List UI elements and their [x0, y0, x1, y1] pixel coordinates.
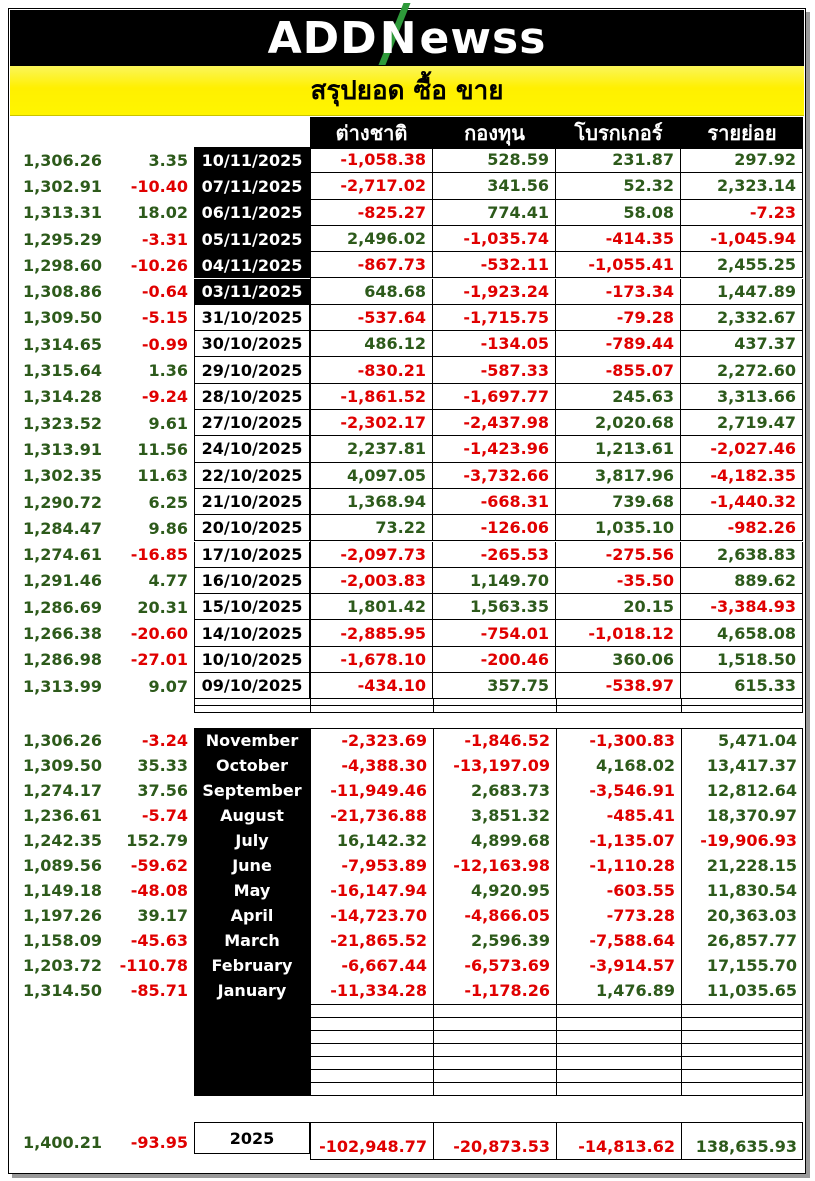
set-index-value: 1,323.52	[23, 413, 102, 433]
brand-logo	[268, 13, 547, 64]
broker-value: -603.55	[606, 881, 675, 900]
date-cell: 21/10/2025	[194, 489, 310, 515]
index-change-value: 9.86	[148, 518, 188, 538]
fund-value: 3,851.32	[471, 806, 550, 825]
fund-value: -2,437.98	[433, 410, 556, 436]
retail-value: -2,027.46	[681, 436, 803, 462]
retail-value: -4,182.35	[681, 463, 803, 489]
table-row	[0, 147, 815, 173]
month-label: January	[217, 981, 287, 1000]
index-change-value: -27.01	[130, 650, 188, 670]
index-change-value: -9.24	[141, 387, 188, 407]
broker-value: -773.28	[606, 906, 675, 925]
fund-value: -20,873.53	[453, 1137, 550, 1156]
date-cell: 31/10/2025	[194, 305, 310, 331]
foreign-value: -2,885.95	[310, 620, 433, 646]
foreign-value: -102,948.77	[319, 1137, 427, 1156]
date-cell: 29/10/2025	[194, 357, 310, 383]
broker-value: -275.56	[556, 542, 681, 568]
broker-value: 231.87	[556, 147, 681, 173]
index-change-value: -3.24	[141, 731, 188, 750]
retail-value: 297.92	[681, 147, 803, 173]
fund-value: -265.53	[433, 542, 556, 568]
index-change-value: -0.64	[141, 282, 188, 302]
fund-value: -532.11	[433, 252, 556, 278]
foreign-value: -2,003.83	[310, 568, 433, 594]
broker-value: -538.97	[556, 673, 681, 699]
broker-value: 1,476.89	[596, 981, 675, 1000]
index-change-value: 6.25	[148, 492, 188, 512]
fund-value: 1,563.35	[433, 594, 556, 620]
fund-value: 357.75	[433, 673, 556, 699]
month-label: September	[202, 781, 302, 800]
retail-value: 12,812.64	[706, 781, 797, 800]
date-cell: 05/11/2025	[194, 226, 310, 252]
index-change-value: 11.63	[137, 466, 188, 486]
broker-value: 58.08	[556, 200, 681, 226]
foreign-value: 73.22	[310, 515, 433, 541]
set-index-value: 1,314.50	[23, 981, 102, 1000]
broker-value: -3,914.57	[589, 956, 675, 975]
set-index-value: 1,306.26	[23, 731, 102, 750]
foreign-value: 4,097.05	[310, 463, 433, 489]
date-cell: 07/11/2025	[194, 173, 310, 199]
broker-value: 52.32	[556, 173, 681, 199]
index-change-value: -3.31	[141, 229, 188, 249]
fund-value: 4,920.95	[471, 881, 550, 900]
total-change-value: -93.95	[130, 1132, 188, 1152]
foreign-value: 648.68	[310, 279, 433, 305]
broker-value: 245.63	[556, 384, 681, 410]
retail-value: -3,384.93	[681, 594, 803, 620]
set-index-value: 1,089.56	[23, 856, 102, 875]
foreign-value: -537.64	[310, 305, 433, 331]
date-cell: 30/10/2025	[194, 331, 310, 357]
set-index-value: 1,286.98	[23, 650, 102, 670]
set-index-value: 1,313.91	[23, 439, 102, 459]
month-label: May	[233, 881, 271, 900]
month-label: November	[205, 731, 299, 750]
table-row	[0, 279, 815, 305]
fund-value: -1,715.75	[433, 305, 556, 331]
total-index-value: 1,400.21	[23, 1132, 102, 1152]
set-index-value: 1,308.86	[23, 282, 102, 302]
table-row	[0, 673, 815, 699]
retail-value: 2,272.60	[681, 357, 803, 383]
index-change-value: 4.77	[148, 571, 188, 591]
fund-value: 341.56	[433, 173, 556, 199]
broker-value: 739.68	[556, 489, 681, 515]
foreign-value: 16,142.32	[336, 831, 427, 850]
index-change-value: 1.36	[148, 361, 188, 381]
set-index-value: 1,290.72	[23, 492, 102, 512]
table-row	[0, 384, 815, 410]
index-change-value: 11.56	[137, 439, 188, 459]
index-change-value: -48.08	[130, 881, 188, 900]
table-row	[0, 853, 815, 878]
set-index-value: 1,309.50	[23, 308, 102, 328]
retail-value: 11,830.54	[706, 881, 797, 900]
retail-value: -1,440.32	[681, 489, 803, 515]
retail-value: 4,658.08	[681, 620, 803, 646]
foreign-value: 1,368.94	[310, 489, 433, 515]
table-row	[0, 778, 815, 803]
logo-banner	[10, 10, 804, 66]
fund-value: 2,596.39	[471, 931, 550, 950]
broker-value: -3,546.91	[589, 781, 675, 800]
fund-value: 528.59	[433, 147, 556, 173]
index-change-value: -5.15	[141, 308, 188, 328]
fund-value: -1,178.26	[464, 981, 550, 1000]
table-row	[0, 803, 815, 828]
foreign-value: 486.12	[310, 331, 433, 357]
foreign-value: -1,861.52	[310, 384, 433, 410]
foreign-value: 2,496.02	[310, 226, 433, 252]
foreign-value: -825.27	[310, 200, 433, 226]
date-cell: 09/10/2025	[194, 673, 310, 699]
retail-value: 26,857.77	[706, 931, 797, 950]
index-change-value: -85.71	[130, 981, 188, 1000]
date-cell: 06/11/2025	[194, 200, 310, 226]
foreign-value: -6,667.44	[341, 956, 427, 975]
table-row	[0, 828, 815, 853]
set-index-value: 1,313.99	[23, 676, 102, 696]
table-row	[0, 620, 815, 646]
foreign-value: -434.10	[310, 673, 433, 699]
fund-value: -1,923.24	[433, 279, 556, 305]
month-label: June	[232, 856, 272, 875]
fund-value: -126.06	[433, 515, 556, 541]
date-cell: 03/11/2025	[194, 279, 310, 305]
month-label: March	[224, 931, 280, 950]
month-label: April	[230, 906, 274, 925]
table-row	[0, 305, 815, 331]
fund-value: -668.31	[433, 489, 556, 515]
set-index-value: 1,302.91	[23, 176, 102, 196]
date-cell: 22/10/2025	[194, 463, 310, 489]
broker-value: -1,135.07	[589, 831, 675, 850]
table-row	[0, 357, 815, 383]
index-change-value: 9.61	[148, 413, 188, 433]
broker-value: 1,213.61	[556, 436, 681, 462]
retail-value: 17,155.70	[706, 956, 797, 975]
broker-value: 1,035.10	[556, 515, 681, 541]
retail-value: 2,455.25	[681, 252, 803, 278]
fund-value: 2,683.73	[471, 781, 550, 800]
index-change-value: 39.17	[137, 906, 188, 925]
index-change-value: -20.60	[130, 624, 188, 644]
logo-right: ewss	[419, 12, 547, 64]
set-index-value: 1,274.17	[23, 781, 102, 800]
index-change-value: 18.02	[137, 203, 188, 223]
logo-n: N	[380, 13, 418, 64]
set-index-value: 1,274.61	[23, 545, 102, 565]
broker-value: -1,018.12	[556, 620, 681, 646]
foreign-value: -11,334.28	[330, 981, 427, 1000]
date-cell: 15/10/2025	[194, 594, 310, 620]
broker-value: -1,055.41	[556, 252, 681, 278]
retail-value: 2,638.83	[681, 542, 803, 568]
date-cell: 27/10/2025	[194, 410, 310, 436]
table-row	[0, 331, 815, 357]
table-row	[0, 410, 815, 436]
index-change-value: 37.56	[137, 781, 188, 800]
broker-value: -414.35	[556, 226, 681, 252]
date-cell: 04/11/2025	[194, 252, 310, 278]
set-index-value: 1,313.31	[23, 203, 102, 223]
set-index-value: 1,242.35	[23, 831, 102, 850]
foreign-value: -21,736.88	[330, 806, 427, 825]
foreign-value: -1,678.10	[310, 647, 433, 673]
retail-value: 889.62	[681, 568, 803, 594]
index-change-value: -10.26	[130, 255, 188, 275]
retail-value: 1,447.89	[681, 279, 803, 305]
table-row	[0, 753, 815, 778]
set-index-value: 1,309.50	[23, 756, 102, 775]
date-cell: 28/10/2025	[194, 384, 310, 410]
fund-value: -1,697.77	[433, 384, 556, 410]
set-index-value: 1,197.26	[23, 906, 102, 925]
year-label: 2025	[194, 1122, 310, 1154]
table-row	[0, 647, 815, 673]
table-row	[0, 953, 815, 978]
broker-value: -1,300.83	[589, 731, 675, 750]
index-change-value: -16.85	[130, 545, 188, 565]
fund-value: 4,899.68	[471, 831, 550, 850]
set-index-value: 1,203.72	[23, 956, 102, 975]
retail-value: 3,313.66	[681, 384, 803, 410]
broker-value: 360.06	[556, 647, 681, 673]
foreign-value: -14,723.70	[330, 906, 427, 925]
month-label: August	[220, 806, 284, 825]
retail-value: -7.23	[681, 200, 803, 226]
table-row	[0, 978, 815, 1003]
foreign-value: -2,717.02	[310, 173, 433, 199]
page-title: สรุปยอด ซื้อ ขาย	[310, 76, 504, 106]
broker-value: 20.15	[556, 594, 681, 620]
retail-value: 20,363.03	[706, 906, 797, 925]
header-foreign: ต่างชาติ	[310, 117, 433, 149]
foreign-value: -2,323.69	[341, 731, 427, 750]
table-row	[0, 463, 815, 489]
index-change-value: -5.74	[141, 806, 188, 825]
index-change-value: -110.78	[119, 956, 188, 975]
table-row	[0, 515, 815, 541]
index-change-value: 35.33	[137, 756, 188, 775]
index-change-value: -10.40	[130, 176, 188, 196]
month-label: October	[216, 756, 288, 775]
header-retail: รายย่อย	[681, 117, 803, 149]
retail-value: -19,906.93	[700, 831, 797, 850]
foreign-value: -830.21	[310, 357, 433, 383]
set-index-value: 1,286.69	[23, 597, 102, 617]
date-cell: 20/10/2025	[194, 515, 310, 541]
broker-value: -14,813.62	[578, 1137, 675, 1156]
retail-value: 615.33	[681, 673, 803, 699]
table-row	[0, 878, 815, 903]
foreign-value: -4,388.30	[341, 756, 427, 775]
foreign-value: 1,801.42	[310, 594, 433, 620]
index-change-value: 152.79	[126, 831, 188, 850]
table-row	[0, 436, 815, 462]
index-change-value: -45.63	[130, 931, 188, 950]
foreign-value: -7,953.89	[341, 856, 427, 875]
index-change-value: 20.31	[137, 597, 188, 617]
fund-value: -6,573.69	[464, 956, 550, 975]
broker-value: 2,020.68	[556, 410, 681, 436]
foreign-value: -11,949.46	[330, 781, 427, 800]
fund-value: 1,149.70	[433, 568, 556, 594]
set-index-value: 1,295.29	[23, 229, 102, 249]
broker-value: 4,168.02	[596, 756, 675, 775]
month-label: February	[211, 956, 293, 975]
set-index-value: 1,306.26	[23, 150, 102, 170]
table-row	[0, 489, 815, 515]
table-row	[0, 226, 815, 252]
date-cell: 16/10/2025	[194, 568, 310, 594]
set-index-value: 1,302.35	[23, 466, 102, 486]
broker-value: -173.34	[556, 279, 681, 305]
broker-value: -1,110.28	[589, 856, 675, 875]
set-index-value: 1,314.28	[23, 387, 102, 407]
retail-value: 1,518.50	[681, 647, 803, 673]
retail-value: 138,635.93	[695, 1137, 797, 1156]
fund-value: -1,423.96	[433, 436, 556, 462]
foreign-value: -2,302.17	[310, 410, 433, 436]
table-row	[0, 594, 815, 620]
set-index-value: 1,266.38	[23, 624, 102, 644]
broker-value: -35.50	[556, 568, 681, 594]
fund-value: -13,197.09	[453, 756, 550, 775]
fund-value: 774.41	[433, 200, 556, 226]
set-index-value: 1,284.47	[23, 518, 102, 538]
set-index-value: 1,291.46	[23, 571, 102, 591]
set-index-value: 1,314.65	[23, 334, 102, 354]
broker-value: -79.28	[556, 305, 681, 331]
fund-value: -200.46	[433, 647, 556, 673]
date-cell: 17/10/2025	[194, 542, 310, 568]
index-change-value: -59.62	[130, 856, 188, 875]
broker-value: -855.07	[556, 357, 681, 383]
broker-value: 3,817.96	[556, 463, 681, 489]
date-cell: 10/11/2025	[194, 147, 310, 173]
fund-value: -12,163.98	[453, 856, 550, 875]
foreign-value: -1,058.38	[310, 147, 433, 173]
fund-value: -134.05	[433, 331, 556, 357]
foreign-value: -16,147.94	[330, 881, 427, 900]
index-change-value: 3.35	[148, 150, 188, 170]
set-index-value: 1,236.61	[23, 806, 102, 825]
table-row	[0, 728, 815, 753]
retail-value: 437.37	[681, 331, 803, 357]
table-row	[0, 542, 815, 568]
retail-value: 5,471.04	[718, 731, 797, 750]
broker-value: -485.41	[606, 806, 675, 825]
header-fund: กองทุน	[433, 117, 556, 149]
retail-value: 18,370.97	[706, 806, 797, 825]
table-row	[0, 903, 815, 928]
month-label: July	[235, 831, 269, 850]
table-row	[0, 200, 815, 226]
foreign-value: -2,097.73	[310, 542, 433, 568]
fund-value: -1,035.74	[433, 226, 556, 252]
index-change-value: 9.07	[148, 676, 188, 696]
foreign-value: -867.73	[310, 252, 433, 278]
broker-value: -789.44	[556, 331, 681, 357]
total-line	[0, 1124, 815, 1160]
date-cell: 10/10/2025	[194, 647, 310, 673]
date-cell: 14/10/2025	[194, 620, 310, 646]
set-index-value: 1,298.60	[23, 255, 102, 275]
date-cell: 24/10/2025	[194, 436, 310, 462]
retail-value: -1,045.94	[681, 226, 803, 252]
retail-value: 2,719.47	[681, 410, 803, 436]
retail-value: 11,035.65	[706, 981, 797, 1000]
header-broker: โบรกเกอร์	[556, 117, 681, 149]
set-index-value: 1,158.09	[23, 931, 102, 950]
fund-value: -1,846.52	[464, 731, 550, 750]
set-index-value: 1,149.18	[23, 881, 102, 900]
retail-value: 13,417.37	[706, 756, 797, 775]
fund-value: -3,732.66	[433, 463, 556, 489]
retail-value: -982.26	[681, 515, 803, 541]
broker-value: -7,588.64	[589, 931, 675, 950]
logo-left: ADD	[267, 12, 378, 64]
fund-value: -4,866.05	[464, 906, 550, 925]
table-row	[0, 928, 815, 953]
fund-value: -587.33	[433, 357, 556, 383]
retail-value: 2,332.67	[681, 305, 803, 331]
table-row	[0, 568, 815, 594]
retail-value: 21,228.15	[706, 856, 797, 875]
set-index-value: 1,315.64	[23, 361, 102, 381]
fund-value: -754.01	[433, 620, 556, 646]
foreign-value: 2,237.81	[310, 436, 433, 462]
spacer-box	[194, 699, 803, 713]
table-row	[0, 252, 815, 278]
title-banner	[10, 66, 804, 116]
retail-value: 2,323.14	[681, 173, 803, 199]
index-change-value: -0.99	[141, 334, 188, 354]
foreign-value: -21,865.52	[330, 931, 427, 950]
table-row	[0, 173, 815, 199]
